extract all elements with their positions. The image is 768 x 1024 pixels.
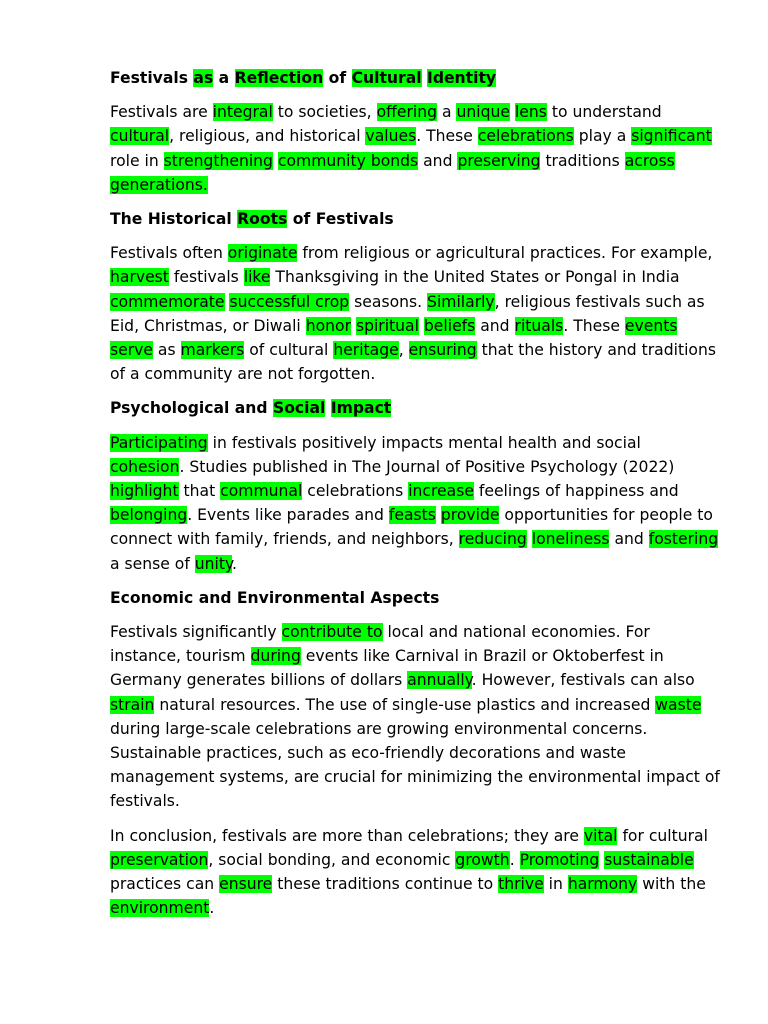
text-run <box>325 399 330 417</box>
highlighted-text: fostering <box>648 530 719 549</box>
highlighted-text: rituals <box>514 316 564 335</box>
highlighted-text: reducing <box>458 530 527 549</box>
highlighted-text: loneliness <box>531 530 610 549</box>
text-run: during large-scale celebrations are growing environmental concerns. Sustainable practices, such as eco-friendly decorations and waste management systems, are crucial for minimizing the environmental impact of festivals. <box>110 719 720 811</box>
text-run: for cultural <box>617 826 708 845</box>
text-run: . These <box>563 316 625 335</box>
section-heading <box>110 586 720 610</box>
text-run: Psychological and <box>110 399 273 418</box>
text-run: , social bonding, and economic <box>208 850 456 869</box>
text-run: events like Carnival in Brazil or Oktoberfest in Germany generates billions of dollars <box>110 647 664 690</box>
highlighted-text: Social <box>272 399 326 418</box>
highlighted-text: Identity <box>427 69 497 87</box>
text-run <box>527 530 532 548</box>
text-run: . <box>232 554 237 573</box>
highlighted-text: ensure <box>219 875 273 894</box>
text-run: . However, festivals can also <box>471 671 695 690</box>
text-run: celebrations <box>302 482 409 501</box>
highlighted-text: harvest <box>110 268 169 287</box>
text-run: of <box>323 69 352 87</box>
highlighted-text: as <box>193 69 214 87</box>
highlighted-text: events <box>624 316 678 335</box>
highlighted-text: like <box>243 268 271 287</box>
highlighted-text: Promoting <box>519 850 600 869</box>
section-heading <box>110 396 720 420</box>
text-run: and <box>475 316 515 335</box>
highlighted-text: cohesion <box>110 457 180 476</box>
highlighted-text: preservation <box>110 850 209 869</box>
highlighted-text: during <box>250 647 301 666</box>
highlighted-text: thrive <box>498 875 544 894</box>
highlighted-text: successful crop <box>229 292 350 311</box>
text-run: and <box>609 530 649 549</box>
highlighted-text: generations. <box>110 175 208 194</box>
body-paragraph <box>110 431 720 576</box>
highlighted-text: highlight <box>110 482 179 501</box>
body-paragraph <box>110 241 720 386</box>
text-run: . <box>509 850 520 869</box>
text-run: and <box>418 151 458 170</box>
highlighted-text: originate <box>227 244 298 263</box>
highlighted-text: values <box>365 127 417 146</box>
highlighted-text: across <box>624 151 675 170</box>
highlighted-text: offering <box>376 103 437 122</box>
highlighted-text: Participating <box>110 433 208 452</box>
text-run: Economic and Environmental Aspects <box>110 588 440 607</box>
text-run: role in <box>110 151 164 170</box>
text-run: . Events like parades and <box>187 506 389 525</box>
highlighted-text: contribute to <box>281 623 383 642</box>
text-run: Thanksgiving in the United States or Pongal in India <box>270 268 680 287</box>
highlighted-text: serve <box>110 341 153 360</box>
text-run: feelings of happiness and <box>473 482 679 501</box>
text-run: seasons. <box>349 292 428 311</box>
text-run: a <box>213 69 235 87</box>
highlighted-text: lens <box>514 103 547 122</box>
text-run: In conclusion, festivals are more than celebrations; they are <box>110 826 584 845</box>
highlighted-text: Roots <box>237 210 288 229</box>
highlighted-text: Impact <box>330 399 392 418</box>
highlighted-text: growth <box>455 850 510 869</box>
highlighted-text: markers <box>180 341 245 360</box>
highlighted-text: heritage <box>333 341 399 360</box>
highlighted-text: harmony <box>567 875 638 894</box>
highlighted-text: beliefs <box>423 316 476 335</box>
text-run: , <box>398 341 409 360</box>
text-run: these traditions continue to <box>272 875 499 894</box>
highlighted-text: celebrations <box>477 127 574 146</box>
text-run: festivals <box>168 268 244 287</box>
highlighted-text: cultural <box>110 127 170 146</box>
highlighted-text: community bonds <box>277 151 419 170</box>
highlighted-text: unity <box>194 554 232 573</box>
text-run: , religious, and historical <box>169 127 366 146</box>
highlighted-text: preserving <box>457 151 541 170</box>
text-run: opportunities for people to connect with family, friends, and neighbors, <box>110 506 713 549</box>
highlighted-text: commemorate <box>110 292 225 311</box>
text-run: in <box>543 875 568 894</box>
highlighted-text: Similarly <box>427 292 495 311</box>
section-heading <box>110 207 720 231</box>
highlighted-text: increase <box>408 482 474 501</box>
text-run: with the <box>637 875 706 894</box>
text-run: . These <box>416 127 478 146</box>
body-paragraph <box>110 824 720 921</box>
highlighted-text: belonging <box>110 506 188 525</box>
text-run: , religious festivals such as Eid, Christmas, or Diwali <box>110 292 705 335</box>
body-paragraph <box>110 100 720 197</box>
highlighted-text: sustainable <box>604 850 694 869</box>
highlighted-text: unique <box>456 103 510 122</box>
text-run: . <box>209 899 215 918</box>
highlighted-text: Reflection <box>234 69 324 87</box>
text-run: of cultural <box>244 341 334 360</box>
text-run: that the history and traditions of a community are not forgotten. <box>110 341 716 384</box>
highlighted-text: Cultural <box>351 69 422 87</box>
highlighted-text: vital <box>583 826 618 845</box>
text-run: Festivals are <box>110 103 213 122</box>
text-run: Festivals <box>110 69 194 87</box>
text-run: as <box>152 341 181 360</box>
text-run: Festivals often <box>110 244 228 263</box>
highlighted-text: strain <box>110 695 155 714</box>
text-run: to societies, <box>272 103 377 122</box>
body-paragraph <box>110 620 720 814</box>
highlighted-text: significant <box>631 127 712 146</box>
highlighted-text: integral <box>212 103 273 122</box>
text-run: local and national economies. For instance, tourism <box>110 623 650 666</box>
text-run: practices can <box>110 875 220 894</box>
text-run: traditions <box>540 151 625 170</box>
section-heading <box>110 66 720 90</box>
text-run: Festivals significantly <box>110 623 282 642</box>
highlighted-text: environment <box>110 899 210 918</box>
text-run: in festivals positively impacts mental health and social <box>207 433 641 452</box>
text-run: that <box>178 482 221 501</box>
highlighted-text: waste <box>655 695 702 714</box>
highlighted-text: honor <box>305 316 351 335</box>
highlighted-text: provide <box>440 506 500 525</box>
text-run: play a <box>573 127 632 146</box>
text-run: . Studies published in The Journal of Positive Psychology (2022) <box>179 457 675 476</box>
text-run: to understand <box>546 103 662 122</box>
highlighted-text: feasts <box>388 506 436 525</box>
text-run: a <box>437 103 457 122</box>
text-run: The Historical <box>110 210 238 229</box>
highlighted-text: spiritual <box>355 316 419 335</box>
highlighted-text: ensuring <box>408 341 477 360</box>
highlighted-text: strengthening <box>163 151 273 170</box>
text-run: from religious or agricultural practices. For example, <box>297 244 713 263</box>
text-run: natural resources. The use of single-use plastics and increased <box>154 695 656 714</box>
highlighted-text: communal <box>220 482 303 501</box>
document-page <box>110 66 720 931</box>
text-run: of Festivals <box>287 210 394 229</box>
text-run: a sense of <box>110 554 195 573</box>
highlighted-text: annually <box>407 671 472 690</box>
